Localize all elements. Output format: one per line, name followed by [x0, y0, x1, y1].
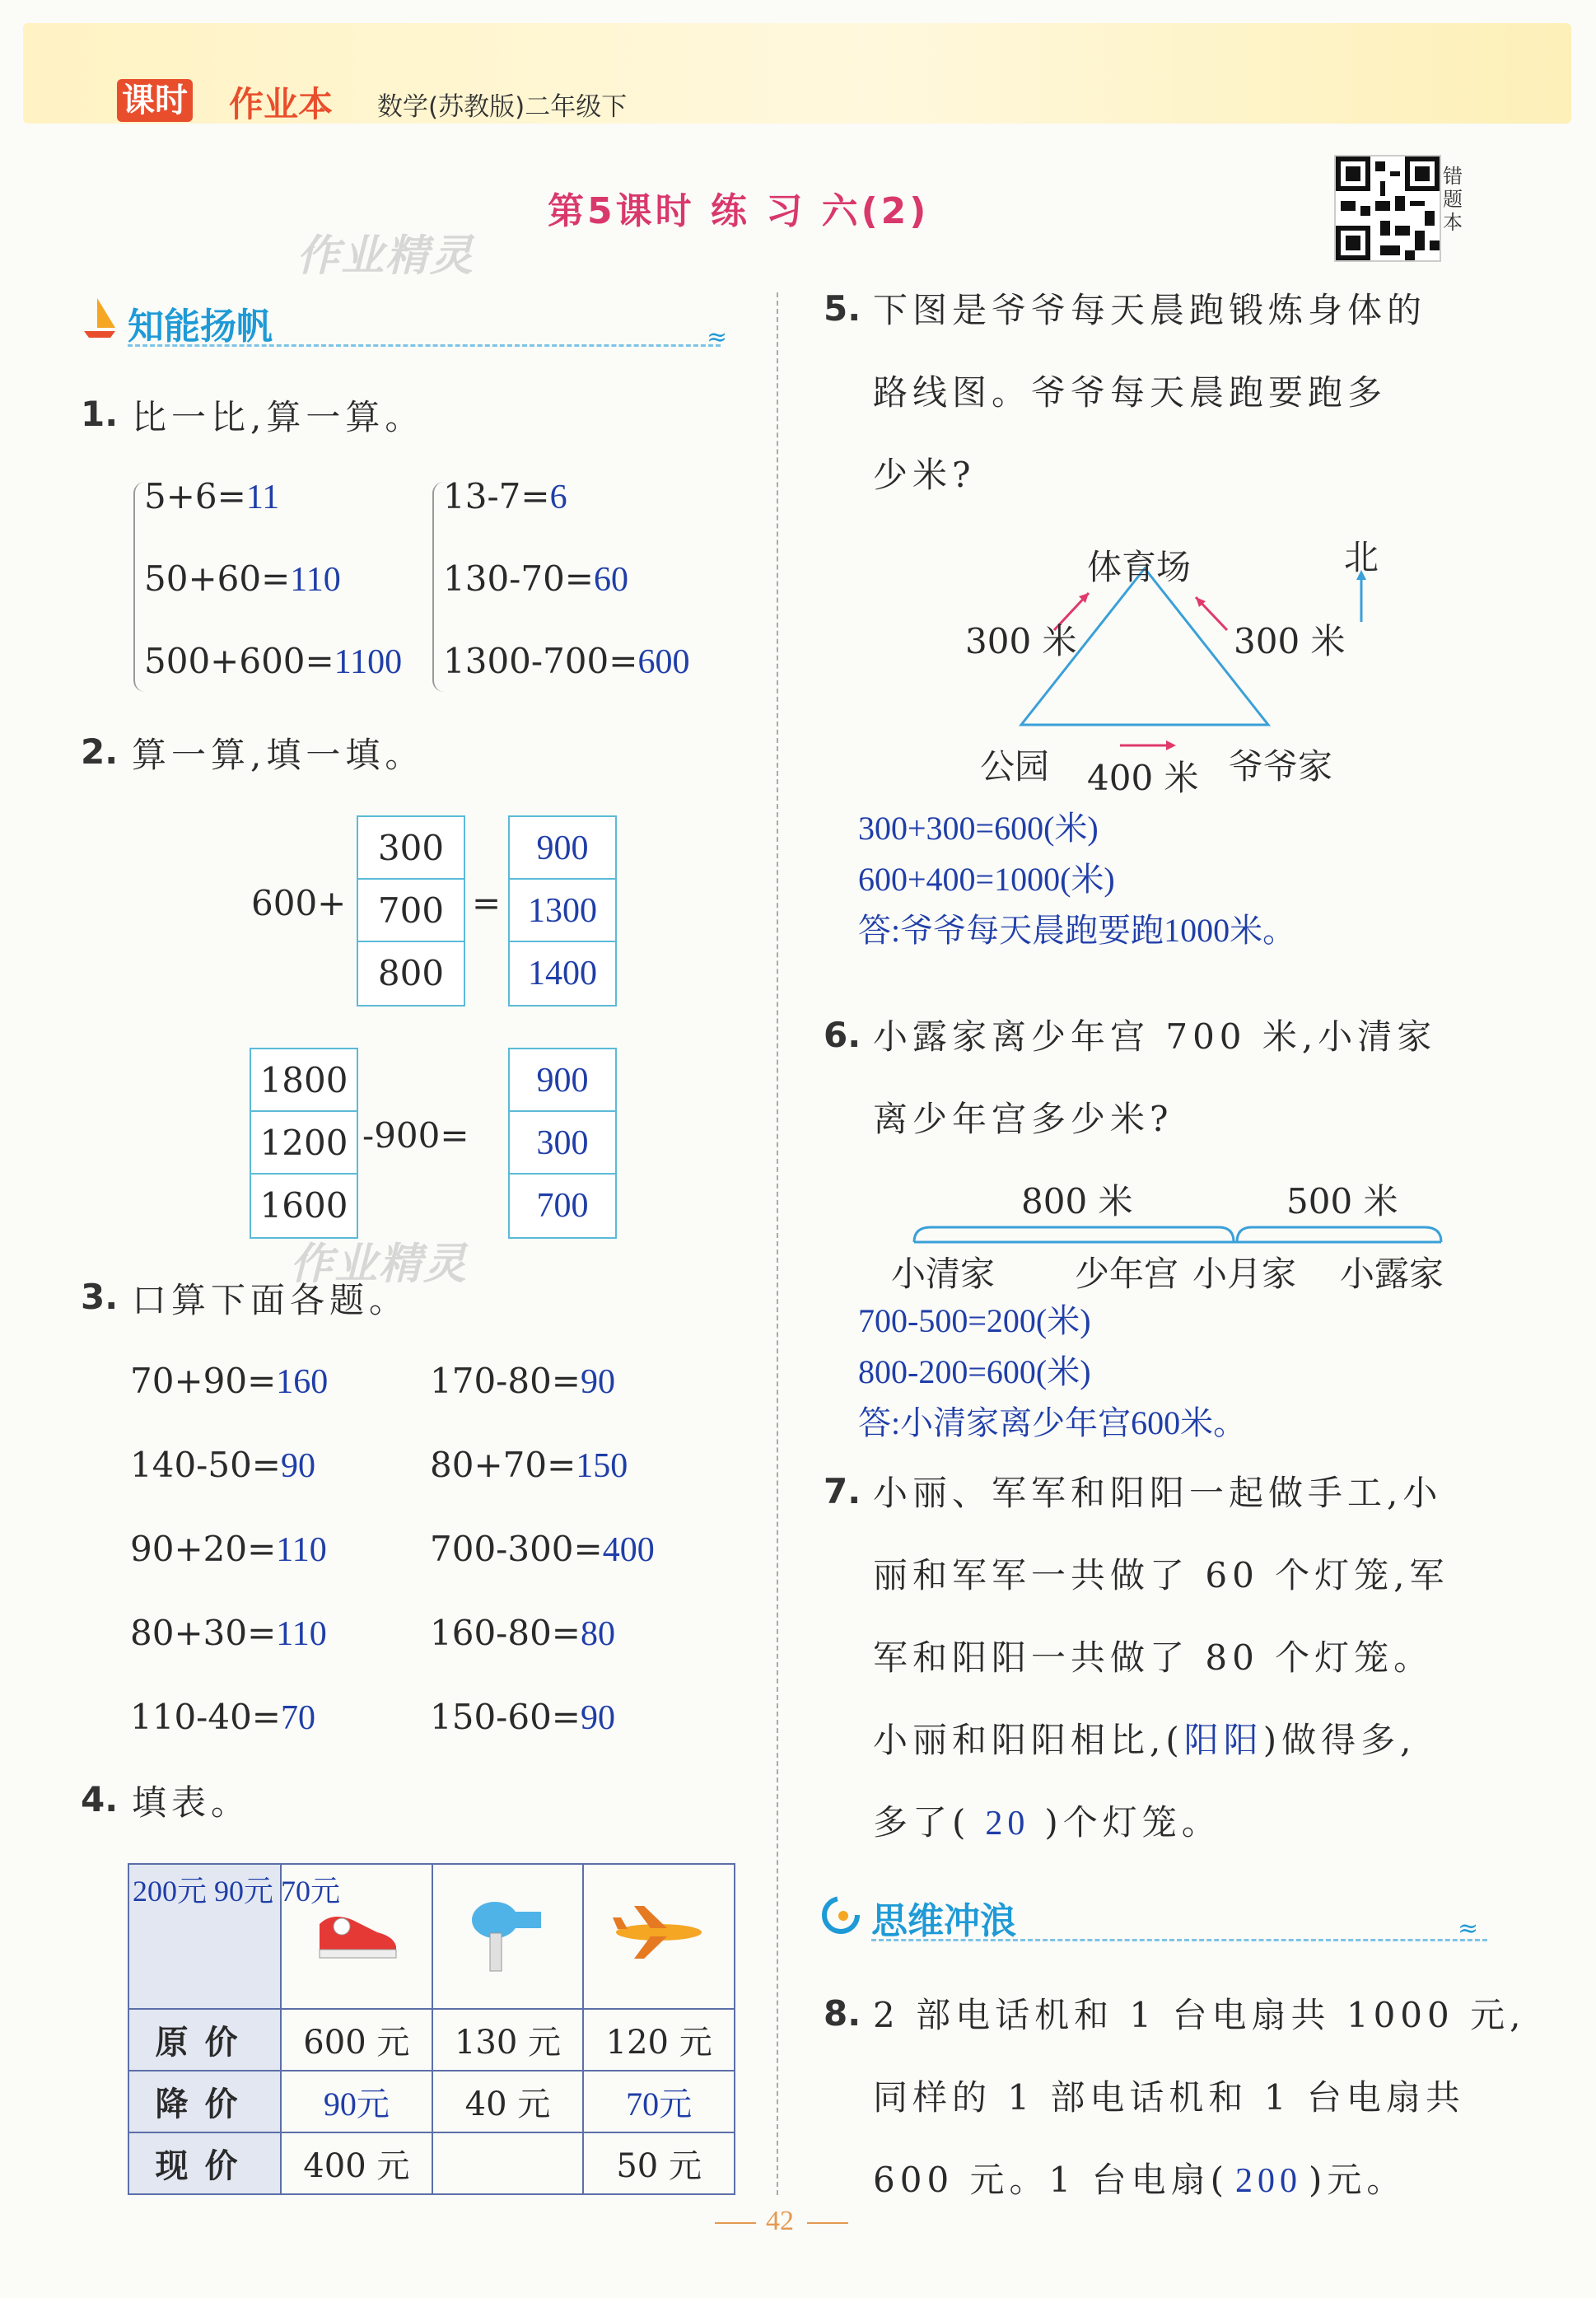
lesson-title: 第5课时 练 习 六(2) [548, 190, 930, 232]
equation: 1300-700=600 [443, 641, 690, 681]
table-cell: 400 元 [281, 2132, 432, 2194]
footer-rule [807, 2222, 848, 2224]
table-cell-answer[interactable]: 90元 [281, 2071, 432, 2132]
table-cell: 130 元 [432, 2009, 584, 2071]
input-cell: 700 [358, 880, 464, 942]
question-line: 路线图。爷爷每天晨跑要跑多 [873, 372, 1388, 413]
blank-answer[interactable]: 200 [1234, 2162, 1302, 2200]
qr-label: 错题本 [1443, 165, 1463, 234]
point-label: 小清家 [891, 1254, 996, 1294]
output-cell[interactable]: 1300 [510, 880, 615, 942]
place-label: 公园 [980, 746, 1050, 787]
section-line [128, 344, 721, 347]
question-text: 填表。 [132, 1782, 251, 1823]
row-header: 现价 [128, 2132, 281, 2194]
question-line: 离少年宫多少米? [873, 1099, 1174, 1139]
question-number: 6. [824, 1015, 861, 1055]
question-line: 下图是爷爷每天晨跑锻炼身体的 [873, 290, 1427, 330]
equation: 5+6=11 [144, 476, 280, 516]
output-cell[interactable]: 1400 [528, 955, 597, 993]
row-header: 原价 [128, 2009, 281, 2071]
blank-answer[interactable]: 20 [985, 1805, 1030, 1843]
output-cell[interactable]: 700 [536, 1187, 589, 1225]
watermark: 作业精灵 [296, 231, 475, 281]
answer-line: 800-200=600(米) [858, 1353, 1091, 1390]
input-column [357, 815, 465, 1007]
price-table [128, 1863, 735, 2195]
section-title-1: 知能扬帆 [128, 306, 273, 348]
output-cell[interactable]: 900 [510, 1049, 615, 1112]
equals-sign: = [472, 883, 502, 923]
answer-line: 300+300=600(米) [858, 810, 1099, 847]
input-column [250, 1048, 358, 1239]
input-cell: 300 [358, 817, 464, 880]
equation: 700-300=400 [430, 1529, 655, 1569]
wave-logo-icon [820, 1894, 861, 1939]
handwritten-note: 200元 90元 70元 [133, 1875, 341, 1908]
answer-line: 答:小清家离少年宫600米。 [858, 1404, 1247, 1441]
column-divider [777, 292, 778, 2195]
input-cell: 800 [377, 953, 445, 993]
distance-label: 400 米 [1087, 758, 1199, 798]
qr-code-icon[interactable] [1334, 155, 1441, 262]
section-title-2: 思维冲浪 [871, 1900, 1016, 1942]
place-label: 体育场 [1087, 547, 1192, 587]
question-text: 口算下面各题。 [132, 1280, 409, 1320]
question-text: 算一算,填一填。 [132, 735, 425, 775]
equation: 500+600=1100 [144, 641, 403, 681]
table-cell: 50 元 [583, 2132, 735, 2194]
output-cell[interactable]: 900 [510, 817, 615, 880]
question-number: 7. [824, 1471, 861, 1511]
distance-label: 300 米 [965, 621, 1077, 661]
logo-mark: 课时 [117, 79, 193, 122]
equation: 150-60=90 [430, 1697, 615, 1737]
equation: 130-70=60 [443, 558, 628, 599]
question-line: 同样的 1 部电话机和 1 台电扇共 [873, 2077, 1465, 2118]
row-header: 降价 [128, 2071, 281, 2132]
equation: 140-50=90 [130, 1445, 315, 1485]
sail-icon [81, 295, 119, 344]
table-cell: 120 元 [583, 2009, 735, 2071]
number-line [906, 1217, 1449, 1250]
question-line: 2 部电话机和 1 台电扇共 1000 元, [873, 1995, 1526, 2035]
distance-label: 300 米 [1234, 621, 1346, 661]
table-cell-answer[interactable] [432, 2132, 584, 2194]
watermark: 作业精灵 [290, 1240, 469, 1289]
output-cell[interactable]: 300 [510, 1112, 615, 1175]
table-cell: 40 元 [432, 2071, 584, 2132]
question-number: 3. [81, 1277, 119, 1317]
input-cell: 1600 [259, 1185, 348, 1226]
table-cell-answer[interactable]: 70元 [583, 2071, 735, 2132]
hair-dryer-image [432, 1864, 584, 2009]
output-column [508, 1048, 617, 1239]
question-line: 小露家离少年宫 700 米,小清家 [873, 1016, 1437, 1057]
question-number: 5. [824, 288, 861, 329]
equation: 50+60=110 [144, 558, 341, 599]
equation: 80+70=150 [430, 1445, 628, 1485]
segment-label: 800 米 [1021, 1181, 1133, 1221]
page-number: 42 [766, 2206, 794, 2236]
equation: 80+30=110 [130, 1613, 327, 1653]
section-line [871, 1939, 1487, 1941]
input-cell: 1800 [251, 1049, 357, 1112]
footer-rule [715, 2222, 756, 2224]
output-column [508, 815, 617, 1007]
question-line: 少米? [873, 455, 976, 495]
brace [432, 482, 444, 692]
question-line: 丽和军军一共做了 60 个灯笼,军 [873, 1555, 1449, 1595]
brace [133, 482, 145, 692]
north-label: 北 [1344, 537, 1379, 577]
question-number: 8. [824, 1993, 861, 2034]
question-line: 小丽、军军和阳阳一起做手工,小 [873, 1473, 1443, 1513]
question-number: 2. [81, 731, 119, 772]
place-label: 爷爷家 [1229, 746, 1333, 787]
blank-answer[interactable]: 阳阳 [1183, 1722, 1263, 1760]
point-label: 少年宫 [1075, 1254, 1179, 1294]
operator-label: 600+ [251, 883, 347, 923]
answer-line: 600+400=1000(米) [858, 861, 1115, 898]
equation: 13-7=6 [443, 476, 567, 516]
question-line: 小丽和阳阳相比,(阳阳)做得多, [873, 1720, 1416, 1760]
question-text: 比一比,算一算。 [132, 397, 425, 437]
question-line: 军和阳阳一共做了 80 个灯笼。 [873, 1637, 1434, 1678]
question-number: 1. [81, 394, 119, 434]
logo-text: 作业本 [229, 84, 334, 124]
point-label: 小露家 [1340, 1254, 1444, 1294]
operator-label: -900= [362, 1115, 469, 1156]
question-line: 600 元。1 台电扇( 200 )元。 [873, 2160, 1407, 2200]
input-cell: 1200 [251, 1112, 357, 1175]
equation: 70+90=160 [130, 1361, 329, 1401]
airplane-image [583, 1864, 735, 2009]
subject-label: 数学(苏教版)二年级下 [377, 92, 628, 122]
equation: 160-80=80 [430, 1613, 615, 1653]
segment-label: 500 米 [1286, 1181, 1398, 1221]
equation: 170-80=90 [430, 1361, 615, 1401]
answer-line: 700-500=200(米) [858, 1302, 1091, 1339]
question-line: 多了( 20 )个灯笼。 [873, 1802, 1221, 1843]
table-corner [128, 1864, 341, 2009]
equation: 110-40=70 [130, 1697, 315, 1737]
wave-icon: ≈ [1458, 1914, 1479, 1943]
table-cell: 600 元 [281, 2009, 432, 2071]
point-label: 小月家 [1192, 1254, 1297, 1294]
wave-icon: ≈ [707, 323, 728, 352]
answer-line: 答:爷爷每天晨跑要跑1000米。 [858, 912, 1296, 949]
question-number: 4. [81, 1779, 119, 1819]
equation: 90+20=110 [130, 1529, 327, 1569]
